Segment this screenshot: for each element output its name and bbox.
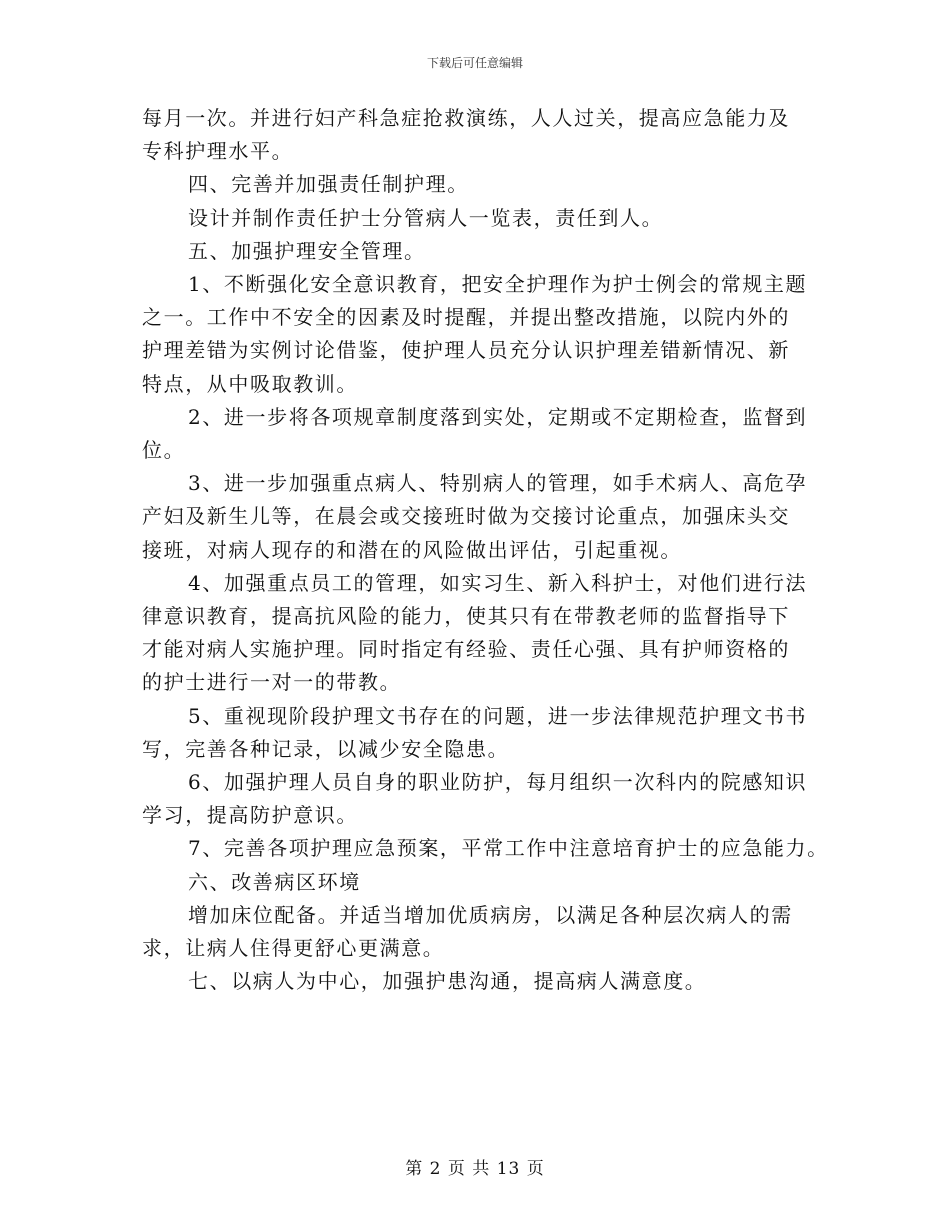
text-line: 才能对病人实施护理。同时指定有经验、责任心强、具有护师资格的 [142, 637, 790, 662]
text-line: 5、重视现阶段护理文书存在的问题，进一步法律规范护理文书书 [188, 703, 808, 728]
text-line: 专科护理水平。 [142, 139, 294, 164]
text-line: 4、加强重点员工的管理，如实习生、新入科护士，对他们进行法 [188, 570, 808, 595]
page-number: 第 2 页 共 13 页 [405, 1159, 545, 1179]
text-line: 增加床位配备。并适当增加优质病房，以满足各种层次病人的需 [188, 902, 793, 927]
text-line: 之一。工作中不安全的因素及时提醒，并提出整改措施，以院内外的 [142, 305, 790, 330]
text-line: 四、完善并加强责任制护理。 [188, 172, 469, 197]
text-line: 特点，从中吸取教训。 [142, 371, 358, 396]
text-line: 写，完善各种记录，以减少安全隐患。 [142, 736, 510, 761]
text-line: 7、完善各项护理应急预案，平常工作中注意培育护士的应急能力。 [188, 836, 829, 861]
text-line: 2、进一步将各项规章制度落到实处，定期或不定期检查，监督到 [188, 404, 808, 429]
text-line: 每月一次。并进行妇产科急症抢救演练，人人过关，提高应急能力及 [142, 106, 790, 130]
text-line: 设计并制作责任护士分管病人一览表，责任到人。 [188, 205, 664, 230]
text-line: 五、加强护理安全管理。 [188, 238, 426, 263]
text-line: 位。 [142, 438, 186, 463]
text-line: 产妇及新生儿等，在晨会或交接班时做为交接讨论重点，加强床头交 [142, 504, 790, 529]
text-line: 求，让病人住得更舒心更满意。 [142, 936, 445, 961]
text-line: 学习，提高防护意识。 [142, 803, 358, 828]
text-line: 6、加强护理人员自身的职业防护，每月组织一次科内的院感知识 [188, 770, 808, 795]
text-line: 六、改善病区环境 [188, 869, 361, 894]
text-line: 护理差错为实例讨论借鉴，使护理人员充分认识护理差错新情况、新 [142, 338, 790, 363]
header-note: 下载后可任意编辑 [426, 56, 523, 70]
text-line: 律意识教育，提高抗风险的能力，使其只有在带教老师的监督指导下 [142, 604, 790, 629]
text-line: 3、进一步加强重点病人、特别病人的管理，如手术病人、高危孕 [188, 471, 808, 496]
text-line: 1、不断强化安全意识教育，把安全护理作为护士例会的常规主题 [188, 272, 808, 297]
text-line: 接班，对病人现存的和潜在的风险做出评估，引起重视。 [142, 537, 682, 562]
text-line: 的护士进行一对一的带教。 [142, 670, 402, 695]
text-line: 七、以病人为中心，加强护患沟通，提高病人满意度。 [188, 969, 707, 994]
document-body [142, 102, 832, 998]
